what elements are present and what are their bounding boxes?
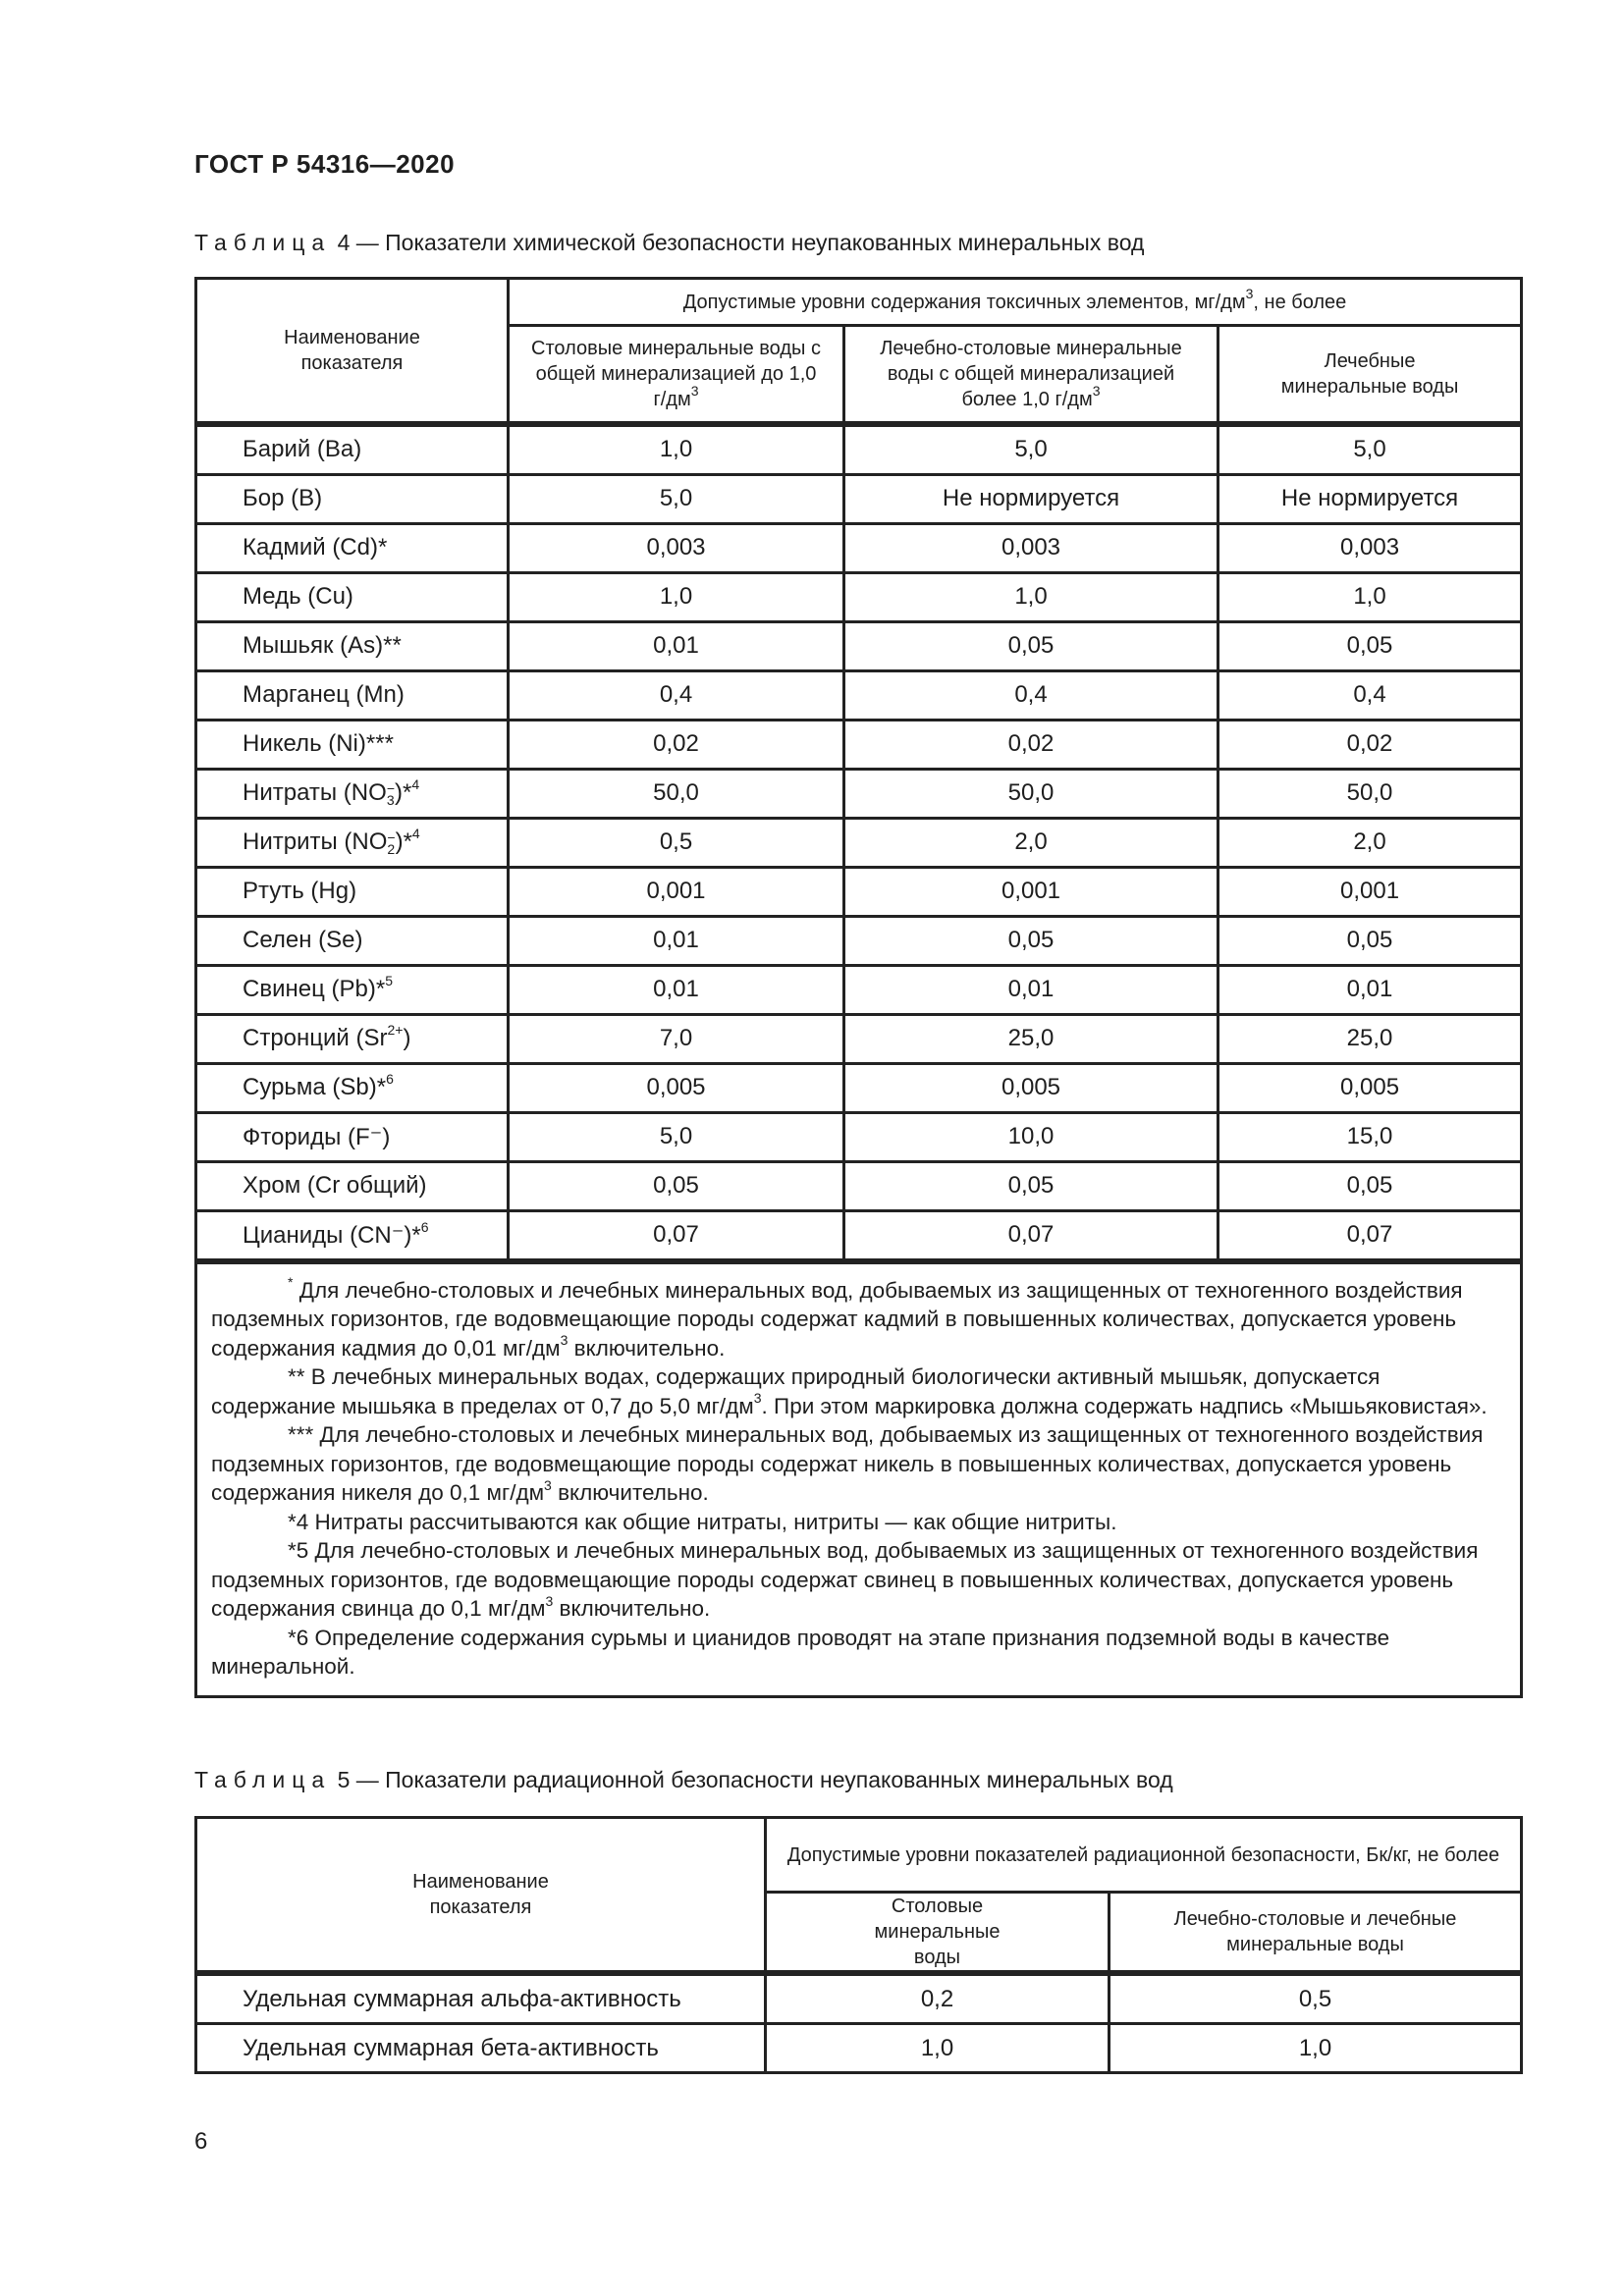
cell-value: 5,0 bbox=[844, 424, 1218, 475]
cell-value: 0,001 bbox=[509, 867, 844, 916]
cell-value: 0,05 bbox=[844, 621, 1218, 670]
row-name: Стронций $(Sr^{2+})$ bbox=[196, 1014, 509, 1063]
table-row bbox=[196, 818, 1522, 867]
table-row bbox=[196, 720, 1522, 769]
cell-value: 0,02 bbox=[509, 720, 844, 769]
document-id: ГОСТ Р 54316—2020 bbox=[194, 149, 456, 179]
table-row bbox=[196, 424, 1522, 475]
cell-value: Не нормируется bbox=[844, 474, 1218, 523]
row-name: Мышьяк (As)** bbox=[196, 621, 509, 670]
cell-value: 5,0 bbox=[509, 474, 844, 523]
table5-caption-number: 5 bbox=[337, 1767, 351, 1792]
cell-value: 1,0 bbox=[509, 572, 844, 621]
table4-header-name: Наименование показателя bbox=[196, 279, 509, 424]
table-row bbox=[196, 670, 1522, 720]
cell-value: 15,0 bbox=[1218, 1112, 1522, 1161]
table4-caption-text: — Показатели химической безопасности неупакованных минеральных вод bbox=[355, 230, 1145, 255]
cell-value: Не нормируется bbox=[1218, 474, 1522, 523]
table-row bbox=[196, 621, 1522, 670]
cell-value: 0,05 bbox=[844, 1161, 1218, 1210]
table5-header-col2: Лечебно-столовые и лечебные минеральные воды bbox=[1110, 1893, 1522, 1974]
table-row bbox=[196, 1014, 1522, 1063]
table4-caption-number: 4 bbox=[337, 230, 351, 255]
table4-header-col2: Лечебно-столовые минеральные воды с общей минерализацией более 1,0 $г/дм^3$ bbox=[844, 326, 1218, 424]
table-row bbox=[196, 2024, 1522, 2073]
footnote: *** Для лечебно-столовых и лечебных минеральных вод, добываемых из защищенных от техногенного воздействия подземных горизонтов, где водовмещающие породы содержат никель в повышенных количествах, допускается уровень содержания никеля до 0,1 $мг/дм^3$ включительно. bbox=[211, 1422, 1484, 1505]
footnote: *4 Нитраты рассчитываются как общие нитраты, нитриты — как общие нитриты. bbox=[288, 1509, 1117, 1534]
table5-caption bbox=[194, 1767, 1173, 1793]
table5-header-col1: Столовые минеральные воды bbox=[766, 1893, 1110, 1974]
cell-value: 1,0 bbox=[1218, 572, 1522, 621]
table-row bbox=[196, 572, 1522, 621]
table5-caption-prefix: Таблица bbox=[194, 1767, 332, 1792]
table-row bbox=[196, 769, 1522, 818]
table4-caption bbox=[194, 230, 1144, 256]
row-name: Цианиды (CN⁻)*$^6$ bbox=[196, 1210, 509, 1261]
cell-value: 0,01 bbox=[844, 965, 1218, 1014]
cell-value: 50,0 bbox=[509, 769, 844, 818]
table-row bbox=[196, 867, 1522, 916]
cell-value: 0,05 bbox=[1218, 621, 1522, 670]
cell-value: 5,0 bbox=[1218, 424, 1522, 475]
cell-value: 10,0 bbox=[844, 1112, 1218, 1161]
row-name: Удельная суммарная бета-активность bbox=[196, 2024, 766, 2073]
footnote: *6 Определение содержания сурьмы и цианидов проводят на этапе признания подземной воды в качестве минеральной. bbox=[211, 1625, 1390, 1679]
cell-value: 0,07 bbox=[844, 1210, 1218, 1261]
row-name: Кадмий (Cd)* bbox=[196, 523, 509, 572]
footnote: *5 Для лечебно-столовых и лечебных минеральных вод, добываемых из защищенных от техногенного воздействия подземных горизонтов, где водовмещающие породы содержат свинец в повышенных количествах, допускается уровень содержания свинца до 0,1 $мг/дм^3$ включительно. bbox=[211, 1538, 1479, 1621]
table-row bbox=[196, 1210, 1522, 1261]
cell-value: 0,05 bbox=[844, 916, 1218, 965]
row-name: Бор (B) bbox=[196, 474, 509, 523]
cell-value: 0,02 bbox=[1218, 720, 1522, 769]
cell-value: 0,5 bbox=[1110, 1973, 1522, 2024]
table4-footnotes bbox=[196, 1261, 1522, 1697]
cell-value: 0,001 bbox=[1218, 867, 1522, 916]
cell-value: 0,05 bbox=[1218, 916, 1522, 965]
cell-value: 0,4 bbox=[844, 670, 1218, 720]
cell-value: 2,0 bbox=[1218, 818, 1522, 867]
row-name: Марганец (Mn) bbox=[196, 670, 509, 720]
row-name: Удельная суммарная альфа-активность bbox=[196, 1973, 766, 2024]
cell-value: 0,01 bbox=[509, 965, 844, 1014]
cell-value: 7,0 bbox=[509, 1014, 844, 1063]
cell-value: 25,0 bbox=[1218, 1014, 1522, 1063]
table-row bbox=[196, 965, 1522, 1014]
row-name: Свинец (Pb)*$^5$ bbox=[196, 965, 509, 1014]
row-name: Барий (Ba) bbox=[196, 424, 509, 475]
cell-value: 0,07 bbox=[1218, 1210, 1522, 1261]
cell-value: 0,02 bbox=[844, 720, 1218, 769]
row-name: Фториды (F⁻) bbox=[196, 1112, 509, 1161]
table4-header-col3: Лечебные минеральные воды bbox=[1218, 326, 1522, 424]
table-row bbox=[196, 474, 1522, 523]
cell-value: 1,0 bbox=[1110, 2024, 1522, 2073]
table4-header-group: Допустимые уровни содержания токсичных элементов, $мг/дм^3$, не более bbox=[509, 279, 1522, 326]
table-row bbox=[196, 1063, 1522, 1112]
cell-value: 0,003 bbox=[1218, 523, 1522, 572]
cell-value: 0,005 bbox=[1218, 1063, 1522, 1112]
cell-value: 0,005 bbox=[509, 1063, 844, 1112]
cell-value: 0,003 bbox=[509, 523, 844, 572]
cell-value: 50,0 bbox=[1218, 769, 1522, 818]
page-number: 6 bbox=[194, 2128, 208, 2155]
table-row bbox=[196, 523, 1522, 572]
cell-value: 50,0 bbox=[844, 769, 1218, 818]
table5 bbox=[194, 1816, 1523, 2074]
table5-header-name: Наименование показателя bbox=[196, 1818, 766, 1974]
row-name: Селен (Se) bbox=[196, 916, 509, 965]
table-row bbox=[196, 1973, 1522, 2024]
table-row bbox=[196, 916, 1522, 965]
cell-value: 25,0 bbox=[844, 1014, 1218, 1063]
cell-value: 0,003 bbox=[844, 523, 1218, 572]
cell-value: 2,0 bbox=[844, 818, 1218, 867]
cell-value: 0,01 bbox=[1218, 965, 1522, 1014]
row-name: Нитриты (NO − 2 )*$^4$ bbox=[196, 818, 509, 867]
table-row bbox=[196, 1161, 1522, 1210]
cell-value: 0,005 bbox=[844, 1063, 1218, 1112]
cell-value: 0,05 bbox=[1218, 1161, 1522, 1210]
table-row bbox=[196, 1112, 1522, 1161]
table5-header-group: Допустимые уровни показателей радиационной безопасности, Бк/кг, не более bbox=[766, 1818, 1522, 1893]
footnote: ** В лечебных минеральных водах, содержащих природный биологически активный мышьяк, допускается содержание мышьяка в пределах от 0,7 до 5,0 $мг/дм^3$. При этом маркировка должна содержать надпись «Мышьяковистая». bbox=[211, 1364, 1488, 1418]
cell-value: 0,2 bbox=[766, 1973, 1110, 2024]
row-name: Медь (Cu) bbox=[196, 572, 509, 621]
row-name: Хром (Cr общий) bbox=[196, 1161, 509, 1210]
footnote: * Для лечебно-столовых и лечебных минеральных вод, добываемых из защищенных от техногенного воздействия подземных горизонтов, где водовмещающие породы содержат кадмий в повышенных количествах, допускается уровень содержания кадмия до 0,01 $мг/дм^3$ включительно. bbox=[211, 1274, 1463, 1361]
cell-value: 0,07 bbox=[509, 1210, 844, 1261]
cell-value: 5,0 bbox=[509, 1112, 844, 1161]
table5-caption-text: — Показатели радиационной безопасности неупакованных минеральных вод bbox=[355, 1767, 1173, 1792]
cell-value: 1,0 bbox=[844, 572, 1218, 621]
table4-caption-prefix: Таблица bbox=[194, 230, 332, 255]
cell-value: 0,4 bbox=[509, 670, 844, 720]
cell-value: 0,01 bbox=[509, 621, 844, 670]
cell-value: 0,05 bbox=[509, 1161, 844, 1210]
row-name: Ртуть (Hg) bbox=[196, 867, 509, 916]
row-name: Сурьма (Sb)*$^6$ bbox=[196, 1063, 509, 1112]
cell-value: 1,0 bbox=[766, 2024, 1110, 2073]
cell-value: 0,4 bbox=[1218, 670, 1522, 720]
cell-value: 0,001 bbox=[844, 867, 1218, 916]
table4 bbox=[194, 277, 1523, 1698]
cell-value: 1,0 bbox=[509, 424, 844, 475]
cell-value: 0,5 bbox=[509, 818, 844, 867]
row-name: Нитраты (NO − 3 )*$^4$ bbox=[196, 769, 509, 818]
cell-value: 0,01 bbox=[509, 916, 844, 965]
table4-header-col1: Столовые минеральные воды с общей минерализацией до 1,0 $г/дм^3$ bbox=[509, 326, 844, 424]
row-name: Никель (Ni)*** bbox=[196, 720, 509, 769]
